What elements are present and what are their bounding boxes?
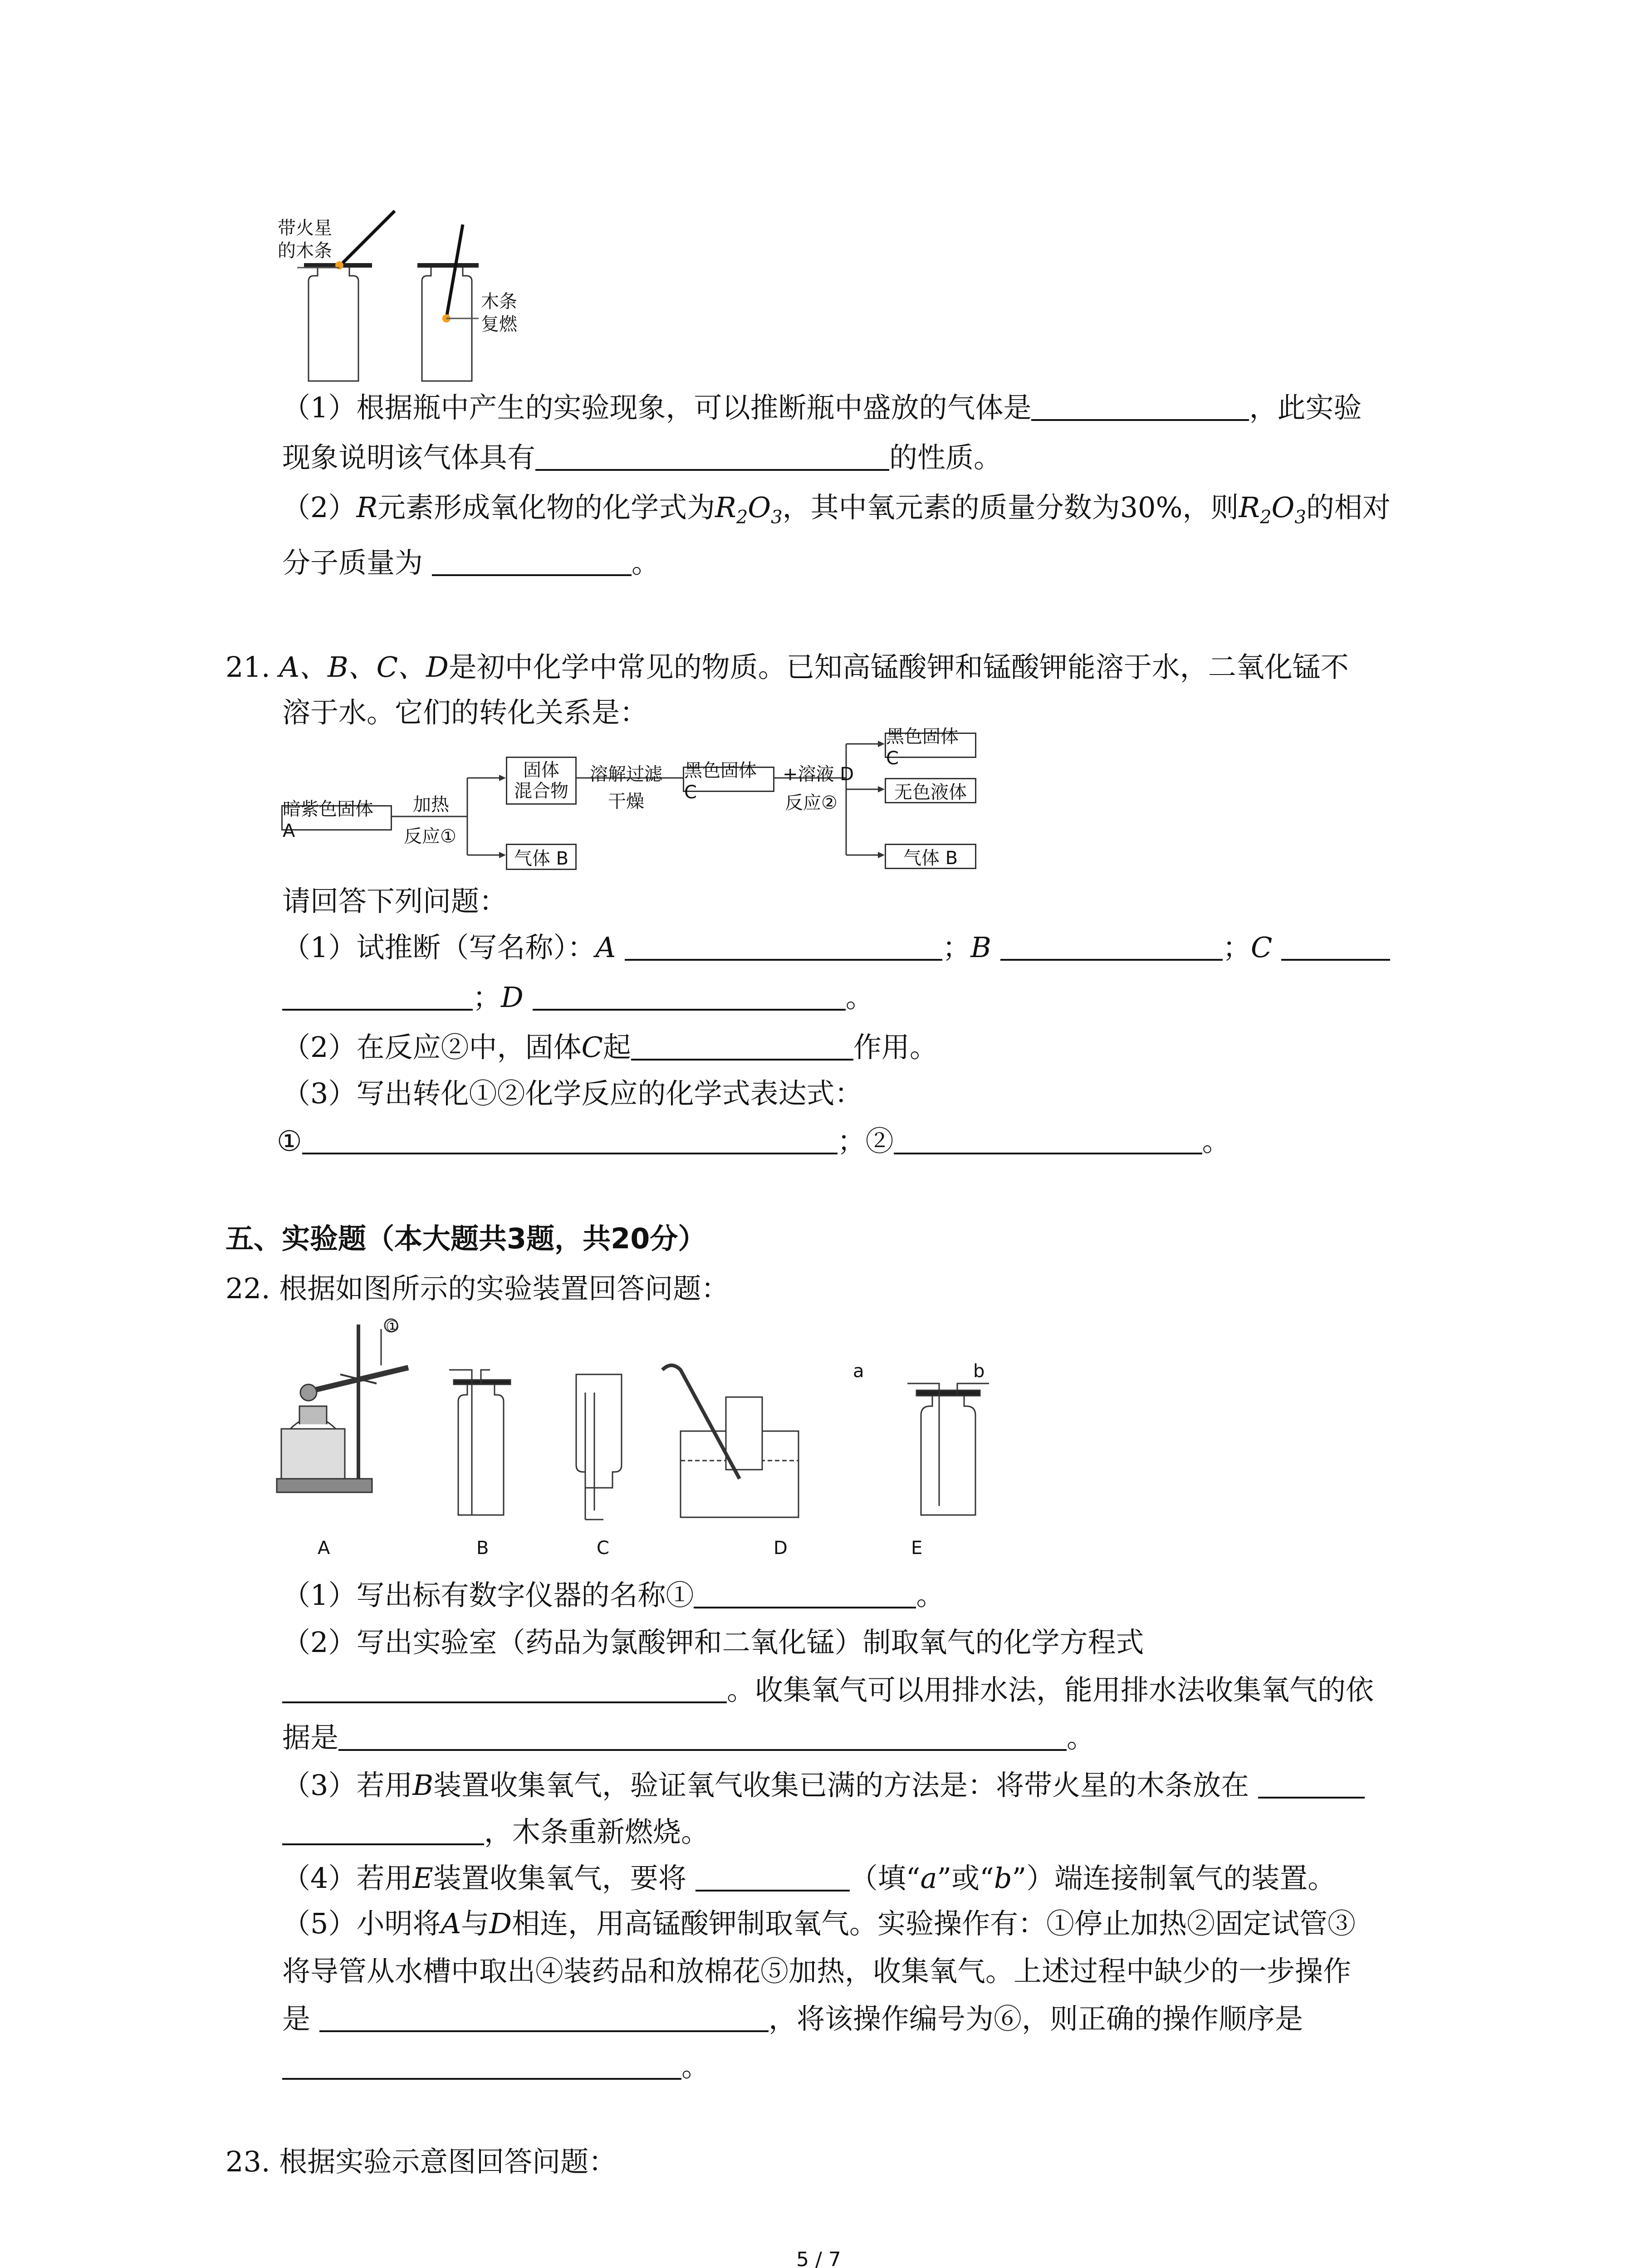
answer-blank[interactable]: [694, 1583, 916, 1608]
q20-part2-line1: （2）R元素形成氧化物的化学式为$R_2O_3$，其中氧元素的质量分数为30%，则$R_2O_3$的相对: [282, 491, 1391, 528]
e-a-label: a: [853, 1361, 864, 1382]
flow-box-gas-b: 气体 B: [506, 844, 577, 870]
apparatus-label-e: E: [911, 1538, 923, 1559]
q21-ask: 请回答下列问题：: [282, 885, 508, 918]
answer-blank-d[interactable]: [533, 985, 846, 1011]
q20-part2-line2: 分子质量为 。: [282, 546, 660, 579]
q21-part2: （2）在反应②中，固体C起 作用。: [282, 1031, 938, 1064]
q22-part5-line3: 是 ，将该操作编号为⑥，则正确的操作顺序是: [282, 2002, 1303, 2035]
q21-part1-line2: ；D 。: [282, 983, 874, 1012]
section-5-title: 五、实验题（本大题共3题，共20分）: [225, 1222, 706, 1255]
answer-blank[interactable]: [282, 1820, 484, 1845]
relit-stick-label: 木条 复燃: [481, 291, 517, 335]
page-number: 5 / 7: [796, 2248, 841, 2268]
apparatus-label-b: B: [476, 1538, 489, 1559]
flow-box-liquid: 无色液体: [885, 778, 976, 803]
flow-dry-label: 干燥: [608, 791, 644, 812]
answer-blank[interactable]: [1031, 396, 1249, 421]
q22-part5-line4: 。: [282, 2053, 710, 2081]
q21-line2: 溶于水。它们的转化关系是：: [282, 696, 648, 729]
formula-r2o3: $R_2O_3$: [715, 491, 783, 528]
answer-blank-c-cont[interactable]: [282, 985, 473, 1011]
flow-heat-label: 加热: [413, 794, 449, 815]
answer-blank[interactable]: [631, 1035, 853, 1061]
flow-reaction1-label: 反应①: [404, 826, 456, 847]
answer-blank[interactable]: [282, 2054, 681, 2080]
q22-part2-line2: 。收集氧气可以用排水法，能用排水法收集氧气的依: [282, 1676, 1374, 1704]
answer-blank[interactable]: [696, 1866, 850, 1892]
q22-line1: 22. 根据如图所示的实验装置回答问题：: [225, 1272, 730, 1305]
answer-blank[interactable]: [432, 551, 632, 576]
q22-part5-line2: 将导管从水槽中取出④装药品和放棉花⑤加热，收集氧气。上述过程中缺少的一步操作: [282, 1955, 1352, 1988]
answer-blank-c[interactable]: [1281, 935, 1390, 961]
q22-part2-line3: 据是 。: [282, 1721, 1095, 1754]
answer-blank[interactable]: [282, 1678, 727, 1703]
lab-apparatus-figure: [272, 1315, 998, 1533]
formula-r2o3: $R_2O_3$: [1239, 491, 1306, 528]
q23-line1: 23. 根据实验示意图回答问题：: [225, 2145, 617, 2178]
q22-part3-line1: （3）若用B装置收集氧气，验证氧气收集已满的方法是：将带火星的木条放在: [282, 1771, 1365, 1799]
answer-blank[interactable]: [338, 1725, 1067, 1751]
flow-dissolve-label: 溶解过滤: [590, 764, 662, 785]
answer-blank-1[interactable]: [302, 1129, 838, 1154]
flow-box-a: 暗紫色固体 A: [281, 805, 392, 831]
q20-part1-line2: 现象说明该气体具有 的性质。: [282, 441, 1002, 474]
apparatus-label-a: A: [318, 1538, 330, 1559]
burning-stick-label: 带火星 的木条: [278, 218, 332, 261]
answer-blank-a[interactable]: [625, 935, 942, 961]
q20-part1-line1: （1）根据瓶中产生的实验现象，可以推断瓶中盛放的气体是 ，此实验: [282, 391, 1362, 424]
q21-part1-line1: （1）试推断（写名称）：A ；B ；C: [282, 934, 1390, 962]
q22-part4: （4）若用E装置收集氧气，要将 （填“a”或“b”）端连接制氧气的装置。: [282, 1862, 1336, 1895]
q22-part1: （1）写出标有数字仪器的名称① 。: [282, 1579, 945, 1612]
flow-box-mixture: 固体 混合物: [506, 757, 577, 805]
flow-box-c2: 黑色固体 C: [885, 733, 976, 758]
q22-part2-line1: （2）写出实验室（药品为氯酸钾和二氧化锰）制取氧气的化学方程式: [282, 1626, 1144, 1659]
q21-part3: （3）写出转化①②化学反应的化学式表达式：: [282, 1077, 863, 1110]
mark-1-label: ①: [386, 1318, 400, 1336]
flow-add-d-label: +溶液 D: [783, 764, 854, 785]
q21-part3-answers: ① ；② 。: [277, 1124, 1230, 1158]
answer-blank-2[interactable]: [894, 1129, 1202, 1154]
answer-blank[interactable]: [319, 2007, 769, 2032]
answer-blank[interactable]: [1258, 1773, 1365, 1799]
apparatus-label-c: C: [597, 1538, 609, 1559]
flow-box-c: 黑色固体 C: [683, 767, 774, 792]
apparatus-label-d: D: [774, 1538, 788, 1559]
q21-line1: 21. A、B、C、D是初中化学中常见的物质。已知高锰酸钾和锰酸钾能溶于水，二氧化锰不: [225, 650, 1349, 684]
flow-reaction2-label: 反应②: [785, 792, 838, 813]
q22-part5-line1: （5）小明将A与D相连，用高锰酸钾制取氧气。实验操作有：①停止加热②固定试管③: [282, 1907, 1356, 1940]
answer-blank-b[interactable]: [1000, 935, 1223, 961]
flow-box-gas-b2: 气体 B: [885, 844, 976, 869]
answer-blank[interactable]: [535, 445, 889, 471]
q22-part3-line2: ，木条重新燃烧。: [282, 1818, 709, 1846]
e-b-label: b: [973, 1361, 985, 1382]
